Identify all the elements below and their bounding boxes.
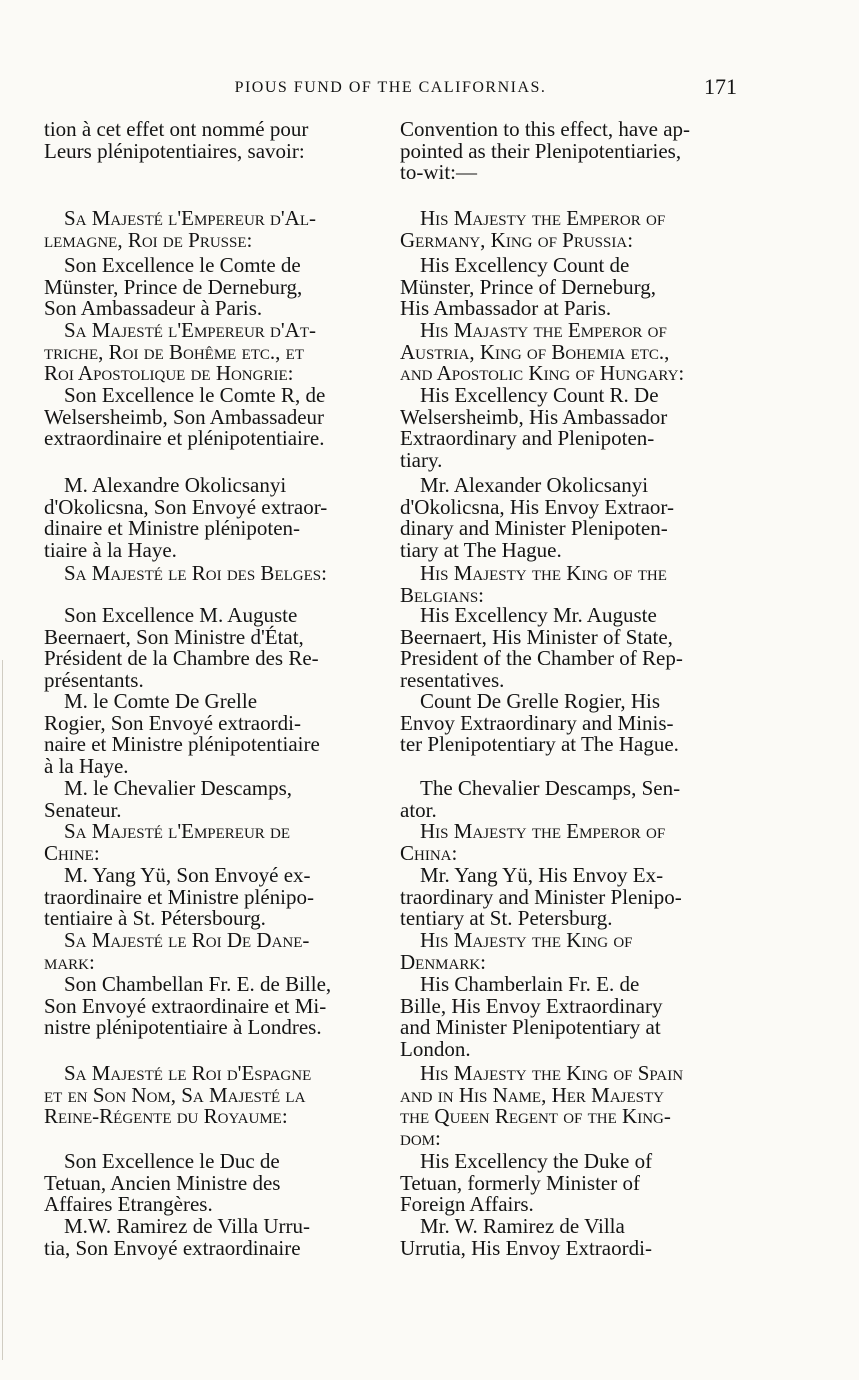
french-paragraph: tion à cet effet ont nommé pour Leurs plénipotentiaires, savoir: [44, 117, 309, 163]
english-paragraph: Mr. W. Ramirez de Villa Urrutia, His Envoy Extraordi- [400, 1214, 652, 1260]
french-paragraph: M. Alexandre Okolicsanyi d'Okolicsna, Son Envoyé extraor- dinaire et Ministre plénipoten- tiaire à la Haye. [44, 473, 328, 562]
page-header [44, 74, 737, 104]
running-title: PIOUS FUND OF THE CALIFORNIAS. [234, 79, 547, 96]
english-paragraph: His Majesty the King of Denmark: [400, 928, 633, 974]
french-paragraph: Son Excellence le Comte de Münster, Prince de Derneburg, Son Ambassadeur à Paris. [44, 253, 303, 321]
french-paragraph: Son Excellence M. Auguste Beernaert, Son Ministre d'État, Président de la Chambre des Re- présentants. [44, 603, 319, 692]
french-paragraph: M. Yang Yü, Son Envoyé ex- traordinaire et Ministre plénipo- tentiaire à St. Pétersbourg. [44, 863, 314, 931]
english-paragraph: His Excellency Count R. De Welsersheimb, His Ambassador Extraordinary and Plenipoten- tiary. [400, 383, 668, 472]
english-paragraph: His Excellency Mr. Auguste Beernaert, His Minister of State, President of the Chamber of Rep- resentatives. [400, 603, 683, 692]
english-paragraph: His Majesty the King of the Belgians: [400, 561, 667, 607]
english-paragraph: Mr. Alexander Okolicsanyi d'Okolicsna, His Envoy Extraor- dinary and Minister Plenipoten- tiary at The Hague. [400, 473, 674, 562]
english-paragraph: His Excellency Count de Münster, Prince of Derneburg, His Ambassador at Paris. [400, 253, 656, 321]
english-paragraph: His Majesty the King of Spain and in His Name, Her Majesty the Queen Regent of the King- dom: [400, 1061, 684, 1150]
french-paragraph: Sa Majesté l'Empereur d'At- triche, Roi de Bohême etc., et Roi Apostolique de Hongrie: [44, 318, 316, 386]
english-paragraph: Mr. Yang Yü, His Envoy Ex- traordinary and Minister Plenipo- tentiary at St. Petersburg. [400, 863, 682, 931]
english-paragraph: His Chamberlain Fr. E. de Bille, His Envoy Extraordinary and Minister Plenipotentiary at London. [400, 972, 663, 1061]
english-paragraph: His Majasty the Emperor of Austria, King of Bohemia etc., and Apostolic King of Hungary: [400, 318, 685, 386]
french-paragraph: Sa Majesté l'Empereur d'Al- lemagne, Roi de Prusse: [44, 206, 316, 252]
page-edge-line [2, 660, 3, 1360]
english-paragraph: Count De Grelle Rogier, His Envoy Extraordinary and Minis- ter Plenipotentiary at The Hague. [400, 689, 679, 757]
french-paragraph: Son Excellence le Duc de Tetuan, Ancien Ministre des Affaires Etrangères. [44, 1149, 281, 1217]
french-paragraph: M. le Chevalier Descamps, Senateur. [44, 776, 293, 822]
french-paragraph: M. le Comte De Grelle Rogier, Son Envoyé extraordi- naire et Ministre plénipotentiaire à la Haye. [44, 689, 320, 778]
french-paragraph: Son Chambellan Fr. E. de Bille, Son Envoyé extraordinaire et Mi- nistre plénipotentiaire à Londres. [44, 972, 332, 1040]
english-paragraph: His Majesty the Emperor of China: [400, 819, 666, 865]
english-paragraph: His Excellency the Duke of Tetuan, formerly Minister of Foreign Affairs. [400, 1149, 653, 1217]
french-paragraph: Sa Majesté le Roi d'Espagne et en Son Nom, Sa Majesté la Reine-Régente du Royaume: [44, 1061, 312, 1129]
french-paragraph: M.W. Ramirez de Villa Urru- tia, Son Envoyé extraordinaire [44, 1214, 311, 1260]
french-paragraph: Sa Majesté le Roi De Dane- mark: [44, 928, 310, 974]
french-paragraph: Sa Majesté le Roi des Belges: [64, 561, 327, 585]
page-number: 171 [704, 74, 737, 99]
english-paragraph: The Chevalier Descamps, Sen- ator. [400, 776, 681, 822]
english-paragraph: Convention to this effect, have ap- pointed as their Plenipotentiaries, to-wit:— [400, 117, 691, 185]
french-paragraph: Son Excellence le Comte R, de Welsersheimb, Son Ambassadeur extraordinaire et plénipotentiaire. [44, 383, 326, 451]
english-paragraph: His Majesty the Emperor of Germany, King of Prussia: [400, 206, 666, 252]
french-paragraph: Sa Majesté l'Empereur de Chine: [44, 819, 291, 865]
